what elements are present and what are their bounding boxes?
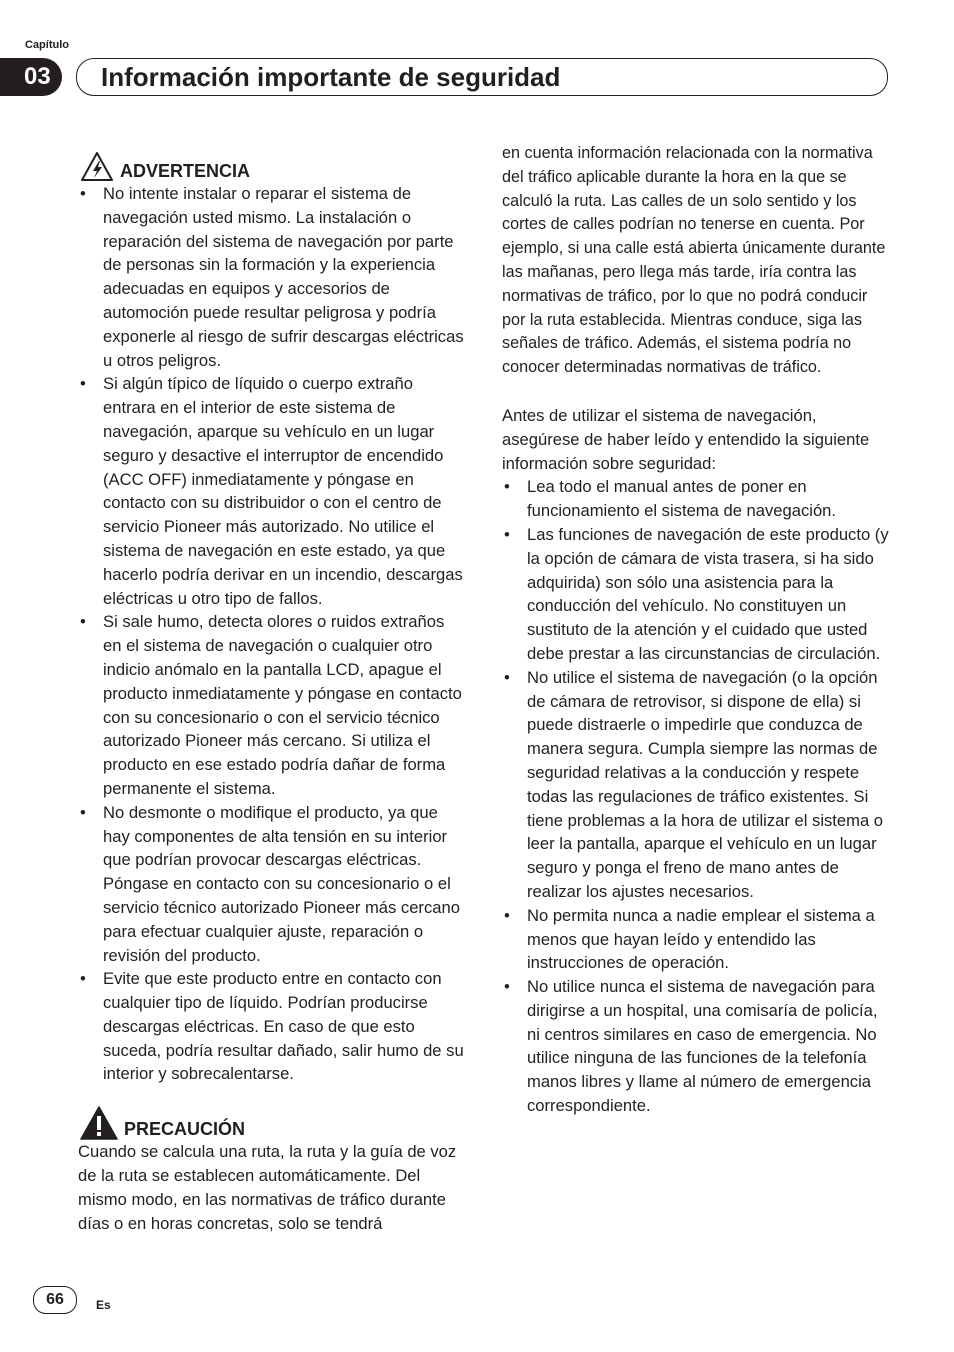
chapter-number-badge: 03: [0, 58, 62, 96]
chapter-title-box: [76, 58, 888, 96]
chapter-label: Capítulo: [25, 39, 69, 51]
list-item: • Si algún típico de líquido o cuerpo extraño entrara en el interior de este sistema de navegación, aparque su vehículo en un lugar seguro y desactive el interruptor de encendido (ACC OFF) inmediatamente y póngase en contacto con su distribuidor o con el centro de servicio Pioneer más autorizado. No utilice el sistema de navegación en este estado, ya que hacerlo podría derivar en un incendio, descargas eléctricas u otro tipo de fallos.: [78, 372, 466, 610]
caution-text-part1: Cuando se calcula una ruta, la ruta y la guía de voz de la ruta se establecen automáticamente. Del mismo modo, en las normativas de tráfico durante días o en horas concretas, solo se tendrá: [78, 1142, 457, 1233]
warning-heading: ADVERTENCIA: [120, 161, 251, 181]
list-item: • Las funciones de navegación de este producto (y la opción de cámara de vista trasera, si ha sido adquirida) son sólo una asistencia para la conducción del vehículo. No constituyen un sustituto de la atención y el cuidado que usted debe prestar a las circunstancias de circulación.: [502, 523, 890, 666]
list-item: • No utilice el sistema de navegación (o la opción de cámara de retrovisor, si dispone de ella) si puede distraerle o impedirle que conduzca de manera segura. Cumpla siempre las normas de seguridad relativas a la conducción y respete todas las regulaciones de tráfico existentes. Si tiene problemas a la hora de utilizar el sistema o leer la pantalla, aparque el vehículo en un lugar seguro y ponga el freno de mano antes de realizar los ajustes necesarios.: [502, 666, 890, 904]
left-column: [78, 148, 466, 1235]
safety-intro: Antes de utilizar el sistema de navegación, asegúrese de haber leído y entendido la siguiente información sobre seguridad:: [502, 405, 870, 473]
language-code: Es: [96, 1298, 111, 1312]
warning-list: [78, 182, 466, 1086]
caution-triangle-icon: [80, 1106, 118, 1140]
warning-heading-row: [80, 148, 466, 182]
list-item: • No permita nunca a nadie emplear el sistema a menos que hayan leído y entendido las instrucciones de operación.: [502, 904, 890, 975]
page-title: Información importante de seguridad: [101, 62, 561, 92]
right-column: [502, 142, 890, 1118]
warning-triangle-icon: [80, 151, 114, 182]
list-item: • No intente instalar o reparar el sistema de navegación usted mismo. La instalación o reparación del sistema de navegación por parte de personas sin la formación y la experiencia adecuadas en equipos y accesorios de automoción puede resultar peligrosa y podría exponerle al riesgo de sufrir descargas eléctricas u otros peligros.: [78, 182, 466, 372]
list-item: • No desmonte o modifique el producto, ya que hay componentes de alta tensión en su interior que podrían provocar descargas eléctricas. Póngase en contacto con su concesionario o el servicio técnico autorizado Pioneer más cercano para efectuar cualquier ajuste, reparación o revisión del producto.: [78, 801, 466, 968]
list-item: • Evite que este producto entre en contacto con cualquier tipo de líquido. Podrían producirse descargas eléctricas. En caso de que esto suceda, podría resultar dañado, salir humo de su interior y sobrecalentarse.: [78, 967, 466, 1086]
page-number: 66: [33, 1286, 77, 1314]
caution-text-part2: en cuenta información relacionada con la normativa del tráfico aplicable durante la hora en la que se calculó la ruta. Las calles de un solo sentido y los cortes de calles podrían no tenerse en cuenta. Por ejemplo, si una calle está abierta únicamente durante las mañanas, pero llega más tarde, iría contra las normativas de tráfico, por lo que no podrá conducir por la ruta establecida. Mientras conduce, siga las señales de tráfico. Además, el sistema podría no conocer determinadas normativas de tráfico.: [502, 144, 886, 377]
caution-heading-row: [80, 1106, 466, 1140]
safety-list: [502, 475, 890, 1118]
list-item: • Lea todo el manual antes de poner en funcionamiento el sistema de navegación.: [502, 475, 890, 523]
list-item: • Si sale humo, detecta olores o ruidos extraños en el sistema de navegación o cualquier otro indicio anómalo en la pantalla LCD, apague el producto inmediatamente y póngase en contacto con su concesionario o con el servicio técnico autorizado Pioneer más cercano. Si utiliza el producto en ese estado podría dañar de forma permanente el sistema.: [78, 610, 466, 800]
caution-heading: PRECAUCIÓN: [124, 1119, 246, 1140]
list-item: • No utilice nunca el sistema de navegación para dirigirse a un hospital, una comisaría de policía, ni centros similares en caso de emergencia. No utilice ninguna de las funciones de la telefonía manos libres y llame al número de emergencia correspondiente.: [502, 975, 890, 1118]
